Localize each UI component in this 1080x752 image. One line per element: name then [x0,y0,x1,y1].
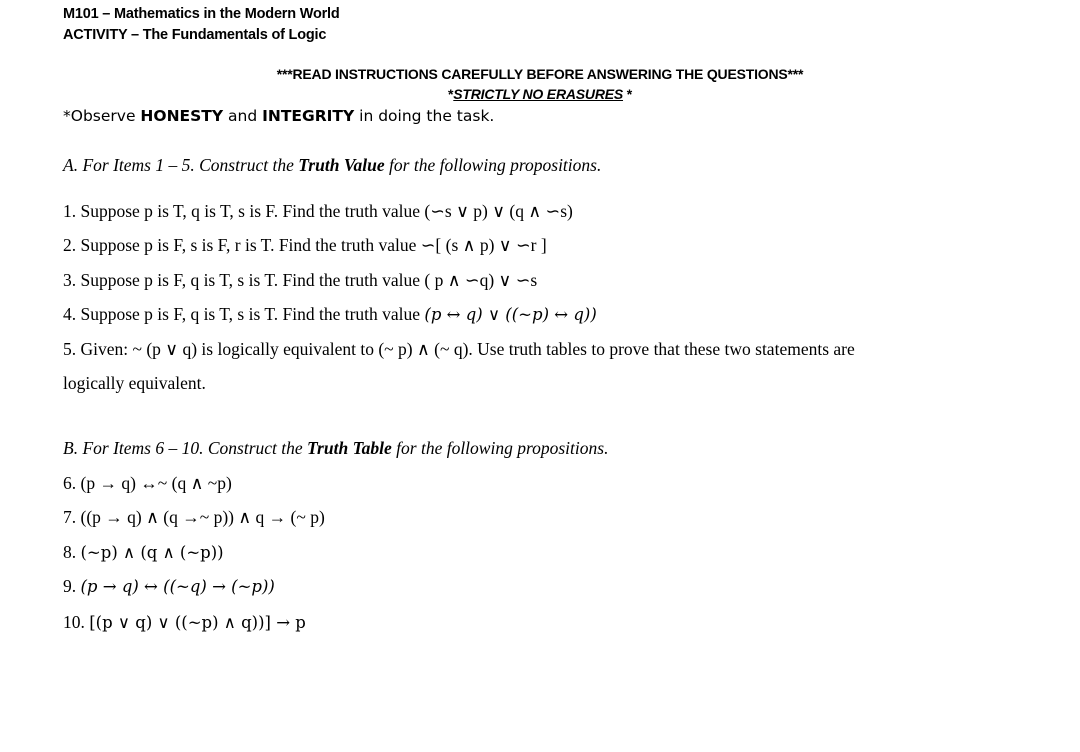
item-3: 3. Suppose p is F, q is T, s is T. Find the truth value ( p ∧ ∽q) ∨ ∽s [63,270,538,290]
honesty-note: *Observe HONESTY and INTEGRITY in doing the task. [63,107,495,125]
item-9-expression: (p → q) ↔ ((~q) → (~p)) [80,577,275,596]
read-instructions-banner: ***READ INSTRUCTIONS CAREFULLY BEFORE ANSWERING THE QUESTIONS*** [276,66,804,82]
activity-title: ACTIVITY – The Fundamentals of Logic [63,27,327,43]
item-8-expression: (~p) ∧ (q ∧ (~p)) [80,543,224,562]
item-1: 1. Suppose p is T, q is T, s is F. Find the truth value (∽s ∨ p) ∨ (q ∧ ∽s) [63,201,573,221]
item-7: 7. ((p → q) ∧ (q →~ p)) ∧ q → (~ p) [63,507,325,527]
item-4-expression: (p ↔ q) ∨ ((~p) ↔ q)) [424,305,597,324]
no-erasures-note: *STRICTLY NO ERASURES * [448,86,632,102]
course-title: M101 – Mathematics in the Modern World [63,6,340,22]
item-10: 10. [(p ∨ q) ∨ ((~p) ∧ q))] → p [63,612,306,632]
section-b-heading: B. For Items 6 – 10. Construct the Truth Table for the following propositions. [63,438,609,458]
item-4: 4. Suppose p is F, q is T, s is T. Find the truth value (p ↔ q) ∨ ((~p) ↔ q)) [63,304,597,324]
item-5-continued: logically equivalent. [63,373,206,393]
section-a-heading: A. For Items 1 – 5. Construct the Truth Value for the following propositions. [63,155,602,175]
item-9: 9. (p → q) ↔ ((~q) → (~p)) [63,576,275,596]
item-10-expression: [(p ∨ q) ∨ ((~p) ∧ q))] → p [89,613,306,632]
item-8: 8. (~p) ∧ (q ∧ (~p)) [63,542,224,562]
item-6: 6. (p → q) ↔~ (q ∧ ~p) [63,473,232,493]
item-5: 5. Given: ~ (p ∨ q) is logically equivalent to (~ p) ∧ (~ q). Use truth tables to prove that these two statements are [63,339,855,359]
no-erasures-text: STRICTLY NO ERASURES [453,86,624,102]
item-2: 2. Suppose p is F, s is F, r is T. Find the truth value ∽[ (s ∧ p) ∨ ∽r ] [63,235,547,255]
